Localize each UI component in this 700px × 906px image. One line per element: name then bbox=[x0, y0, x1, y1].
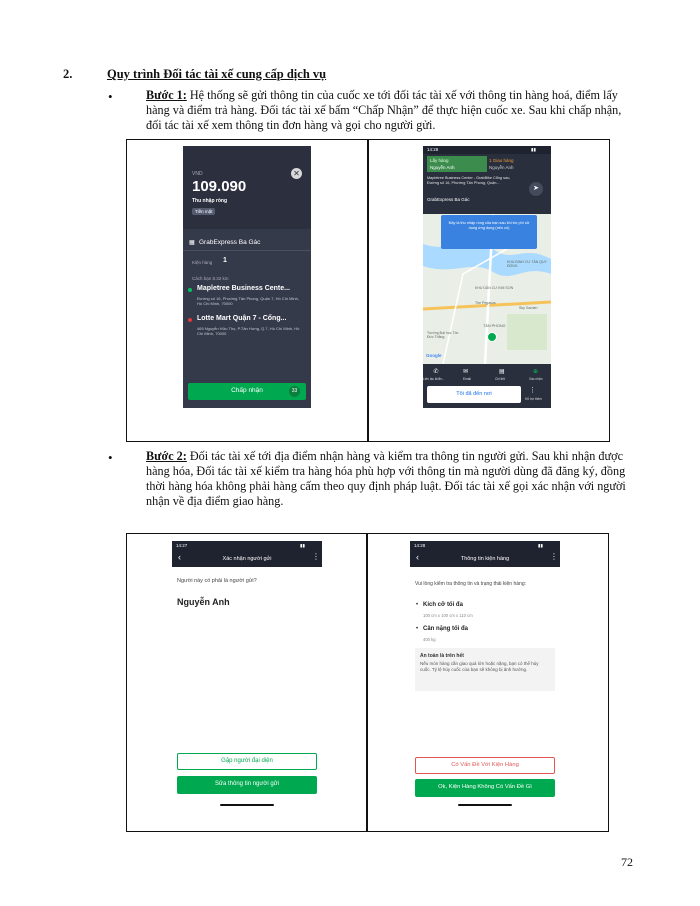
bullet: • bbox=[108, 89, 113, 104]
figure-divider bbox=[366, 534, 368, 831]
tab-dropoff-sub: Nguyễn Anh bbox=[489, 165, 514, 170]
tooltip-text: Đây là thu nhập ròng của bạn sau khi trừ phí sử dụng ứng dụng (nếu có) bbox=[448, 221, 530, 230]
sender-name: Nguyễn Anh bbox=[177, 597, 230, 607]
step2-paragraph bbox=[146, 449, 639, 509]
distance: Cách bạn 8.32 km bbox=[192, 276, 229, 281]
clock: 14:28 bbox=[427, 147, 439, 152]
app-header bbox=[410, 541, 560, 567]
action-label: Xác nhận bbox=[529, 377, 543, 381]
report-issue-label: Có Vấn Đề Với Kiện Hàng bbox=[451, 762, 519, 768]
home-indicator bbox=[220, 804, 274, 806]
bullet-dot: • bbox=[416, 602, 419, 608]
weight-value: 400 kg bbox=[423, 637, 436, 642]
google-logo: Google bbox=[426, 353, 442, 358]
section-title: Quy trình Đối tác tài xế cung cấp dịch vụ bbox=[107, 67, 327, 81]
service-name: GrabExpress Ba Gác bbox=[199, 239, 261, 246]
step1-line: đối tác tài xế xem thông tin đơn hàng và gọi cho người gửi. bbox=[146, 118, 436, 132]
pickup-title: Mapletree Business Cente... bbox=[197, 285, 290, 292]
pickup-address: Đường số 16, Phường Tân Phong, Quận 7, Hồ Chí Minh, Hồ Chí Minh, 70000 bbox=[197, 296, 299, 306]
payment-tag: Tiền mặt bbox=[192, 208, 215, 215]
navigate-icon[interactable]: ➤ bbox=[529, 182, 543, 196]
clock: 14:28 bbox=[414, 543, 426, 548]
phone-navigation bbox=[423, 146, 551, 408]
phone-icon[interactable]: ✆ bbox=[433, 369, 439, 375]
step1-paragraph bbox=[146, 88, 639, 133]
action-label: Liên lạc khẩn... bbox=[423, 377, 445, 381]
home-indicator bbox=[458, 804, 512, 806]
accept-label: Chấp nhận bbox=[231, 387, 263, 394]
confirm-package-button[interactable] bbox=[415, 779, 555, 797]
confirm-icon[interactable]: ⊕ bbox=[533, 369, 539, 375]
phone-confirm-sender bbox=[172, 541, 322, 809]
question: Người này có phải là người gửi? bbox=[177, 578, 257, 584]
step2-line: hàng hóa, Đối tác tài xế kiểm tra hàng hóa phù hợp với thông tin mà người dùng đã đăng ký, đồng bbox=[146, 464, 626, 478]
battery-icon: ▮▮ bbox=[538, 543, 543, 548]
step2-line: Đối tác tài xế tới địa điểm nhận hàng và kiểm tra thông tin người gửi. Sau khi nhận được bbox=[186, 449, 623, 463]
pickup-address: Mapletree Business Center - GrabBike Cổng sau, Đường số 16, Phường Tân Phong, Quận... bbox=[427, 176, 511, 185]
tab-pickup-sub: Nguyễn Anh bbox=[430, 165, 455, 170]
tab-pickup[interactable] bbox=[427, 156, 487, 172]
map-label: Trường Đại học Tôn Đức Thắng bbox=[427, 331, 459, 339]
edit-sender-label: Sửa thông tin người gửi bbox=[214, 781, 280, 787]
safety-text: Nếu món hàng cần giao quá lớn hoặc nặng, bạn có thể hủy cuốc. Tỷ lệ hủy cuốc của bạn sẽ không bị ảnh hưởng. bbox=[420, 661, 539, 672]
report-issue-button[interactable] bbox=[415, 757, 555, 774]
income-label: Thu nhập ròng bbox=[192, 198, 227, 204]
fare-amount: 109.090 bbox=[192, 178, 247, 195]
battery-icon: ▮▮ bbox=[300, 543, 305, 548]
tab-pickup-label: Lấy hàng bbox=[430, 158, 449, 163]
dropoff-address: 469 Nguyễn Hữu Thọ, P.Tân Hưng, Q.7, Hồ Chí Minh, Hồ Chí Minh, 70000 bbox=[197, 326, 300, 336]
size-value: 100 cm x 100 cm x 110 cm bbox=[423, 613, 473, 618]
currency-label: VND bbox=[192, 171, 203, 177]
arrived-button[interactable] bbox=[427, 386, 521, 403]
box-icon: ▦ bbox=[189, 240, 195, 246]
step1-line: hàng và điểm trả hàng. Đối tác tài xế bấm “Chấp Nhận” để thực hiện cuốc xe. Sau khi chấp nhận, bbox=[146, 103, 622, 117]
countdown-timer: 33 bbox=[289, 386, 300, 397]
more-icon[interactable]: ⋮ bbox=[312, 552, 320, 561]
size-label: Kích cỡ tối đa bbox=[423, 602, 463, 608]
step2-line: thời hàng hóa không phải hàng cấm theo quy định pháp luật. Đối tác tài xế gọi xác nhận với người bbox=[146, 479, 626, 493]
back-icon[interactable]: ‹ bbox=[416, 552, 419, 562]
meet-representative-button[interactable] bbox=[177, 753, 317, 770]
step2-label: Bước 2: bbox=[146, 449, 187, 463]
confirm-package-label: Ok, Kiện Hàng Không Có Vấn Đề Gì bbox=[438, 784, 532, 790]
bullet: • bbox=[108, 450, 113, 465]
action-label: Chi tiết bbox=[495, 377, 505, 381]
screen-title: Thông tin kiện hàng bbox=[460, 556, 510, 562]
details-icon[interactable]: ▤ bbox=[499, 369, 505, 375]
qty-label: Kiện hàng bbox=[192, 260, 213, 265]
tab-dropoff[interactable]: 1 Giao hàng bbox=[489, 158, 514, 163]
dropoff-dot-icon bbox=[188, 318, 192, 322]
app-header bbox=[172, 541, 322, 567]
arrived-label: Tôi đã đến nơi bbox=[456, 391, 492, 397]
step2-line: nhận về địa điểm giao hàng. bbox=[146, 494, 284, 508]
safety-title: An toàn là trên hết bbox=[420, 653, 464, 659]
figure-divider bbox=[367, 140, 369, 441]
page-number: 72 bbox=[621, 855, 633, 869]
status-bar bbox=[423, 146, 551, 154]
dropoff-title: Lotte Mart Quận 7 - Cổng... bbox=[197, 315, 287, 322]
income-tooltip bbox=[441, 215, 537, 249]
map-label: The Pegasus bbox=[475, 301, 496, 305]
map-label: TÂN PHONG bbox=[483, 324, 506, 328]
driver-location-icon bbox=[487, 332, 497, 342]
map-label: KHU ĐỊNH CƯ TÂN QUY ĐÔNG bbox=[507, 260, 547, 268]
screen-title: Xác nhận người gửi bbox=[222, 556, 272, 562]
close-icon[interactable]: ✕ bbox=[291, 168, 302, 179]
phone-package-info bbox=[410, 541, 560, 809]
back-icon[interactable]: ‹ bbox=[178, 552, 181, 562]
more-icon[interactable]: ⋮ bbox=[550, 552, 558, 561]
meet-representative-label: Gặp người đại diện bbox=[221, 758, 273, 764]
intro-text: Vui lòng kiểm tra thông tin và trạng thái kiện hàng: bbox=[415, 581, 526, 587]
map-label: Sky Garden bbox=[519, 306, 538, 310]
accept-button[interactable] bbox=[188, 383, 306, 400]
email-icon[interactable]: ✉ bbox=[463, 369, 469, 375]
park bbox=[507, 314, 547, 350]
step1-label: Bước 1: bbox=[146, 88, 187, 102]
more-icon[interactable]: ⋮ bbox=[529, 387, 536, 394]
weight-label: Cân nặng tối đa bbox=[423, 626, 468, 632]
step1-line: Hệ thống sẽ gửi thông tin của cuốc xe tới đối tác tài xế với thông tin hàng hoá, điểm lấy bbox=[186, 88, 618, 102]
phone-job-offer bbox=[183, 146, 311, 408]
action-label: Email bbox=[463, 377, 471, 381]
pickup-dot-icon bbox=[188, 288, 192, 292]
clock: 14:27 bbox=[176, 543, 188, 548]
battery-icon: ▮▮ bbox=[531, 147, 536, 152]
edit-sender-button[interactable] bbox=[177, 776, 317, 794]
bullet-dot: • bbox=[416, 626, 419, 632]
section-number: 2. bbox=[63, 67, 73, 81]
safety-box bbox=[415, 648, 555, 691]
separator bbox=[183, 250, 311, 251]
map-label: KHU DÂN CƯ KIM SƠN bbox=[475, 286, 514, 290]
more-label: Hỗ trợ thêm bbox=[525, 397, 542, 401]
qty-value: 1 bbox=[223, 257, 227, 264]
service-name: GrabExpress Ba Gác bbox=[427, 197, 470, 202]
